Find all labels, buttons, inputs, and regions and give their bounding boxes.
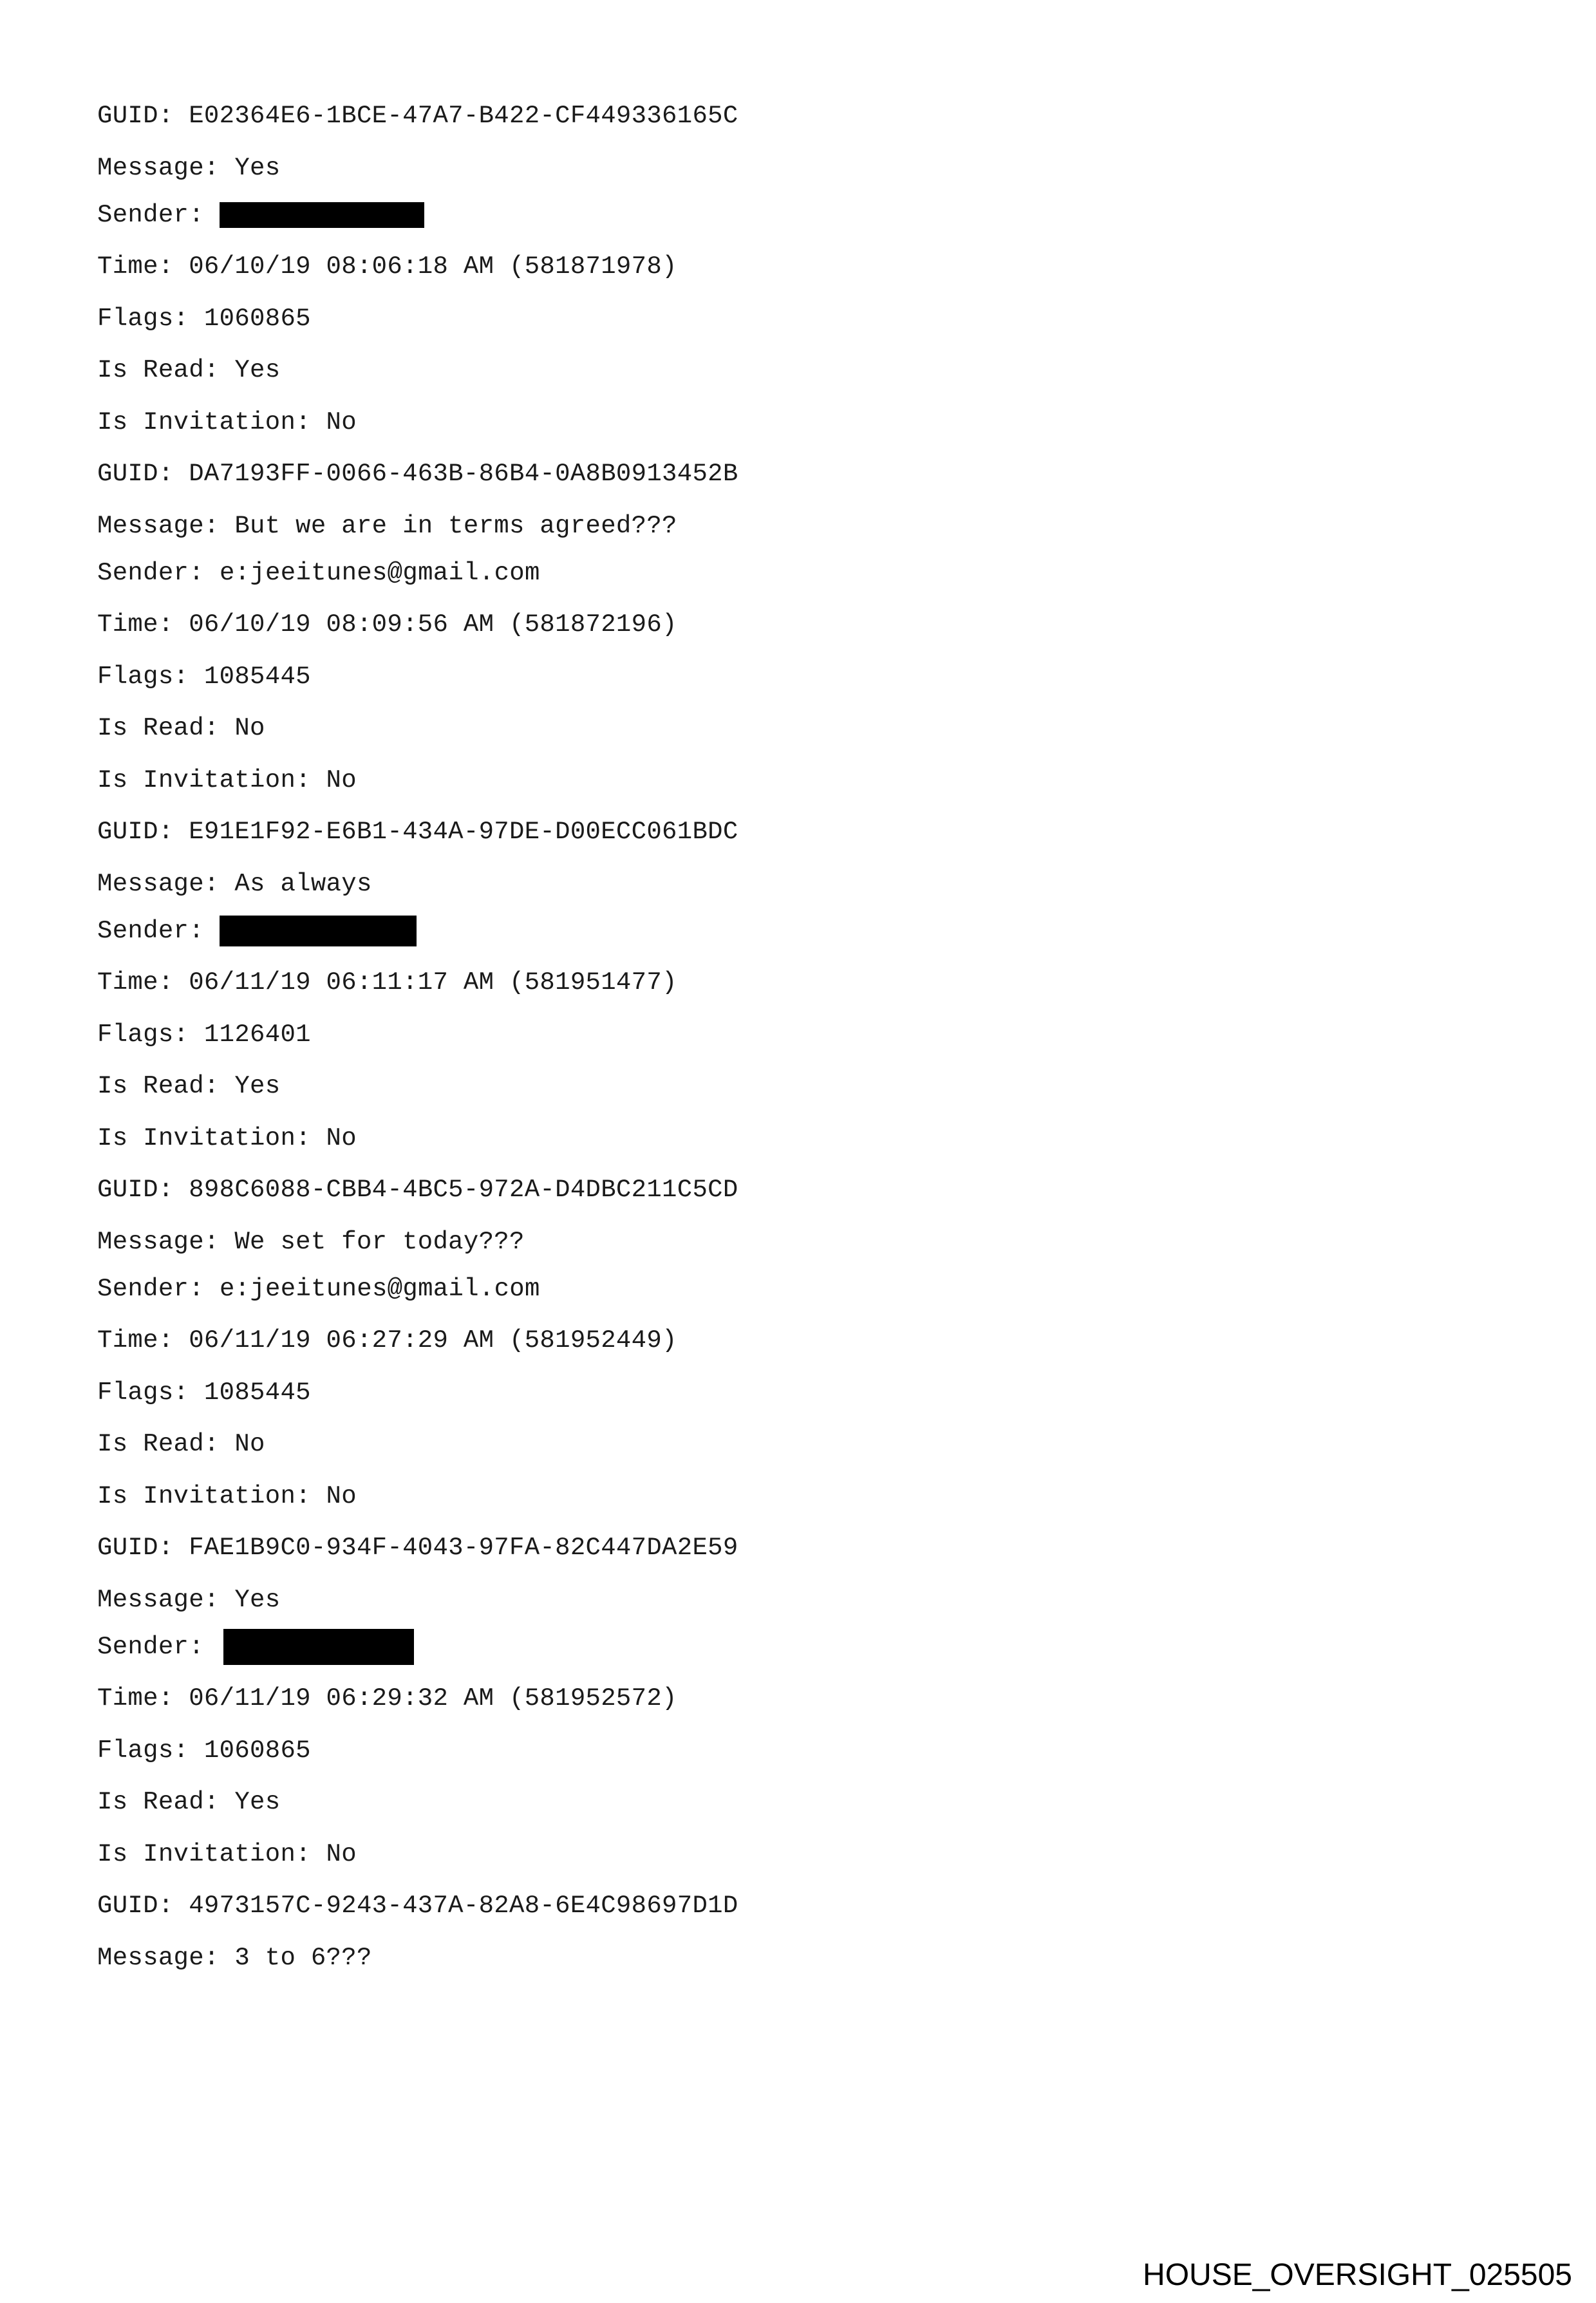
bates-number: HOUSE_OVERSIGHT_025505 (1143, 2258, 1572, 2292)
is-invitation-line: Is Invitation: No (97, 408, 357, 437)
is-read-line: Is Read: No (97, 714, 265, 742)
sender-line (97, 1634, 1320, 1660)
sender-line (97, 202, 1320, 228)
time-line: Time: 06/10/19 08:06:18 AM (581871978) (97, 252, 677, 281)
message-record (97, 560, 1320, 897)
sender-redaction (220, 202, 424, 228)
sender-label: Sender: (97, 558, 204, 587)
sender-redaction (220, 916, 417, 946)
message-line: Message: But we are in terms agreed??? (97, 511, 677, 540)
is-read-line: Is Read: No (97, 1430, 265, 1458)
flags-line: Flags: 1126401 (97, 1020, 311, 1049)
sender-redaction (223, 1629, 414, 1665)
is-read-line: Is Read: Yes (97, 356, 281, 384)
guid-line: GUID: E91E1F92-E6B1-434A-97DE-D00ECC061BDC (97, 818, 738, 846)
sender-label: Sender: (97, 1632, 204, 1661)
sender-line (97, 560, 1320, 586)
message-line: Message: Yes (97, 1585, 281, 1614)
time-line: Time: 06/10/19 08:09:56 AM (581872196) (97, 610, 677, 639)
message-record (97, 1634, 1320, 1971)
message-record (97, 202, 1320, 539)
is-read-line: Is Read: Yes (97, 1072, 281, 1100)
guid-line: GUID: 4973157C-9243-437A-82A8-6E4C98697D1D (97, 1892, 738, 1920)
flags-line: Flags: 1060865 (97, 1736, 311, 1765)
message-line: Message: Yes (97, 153, 281, 182)
sender-line (97, 1276, 1320, 1302)
sender-value: e:jeeitunes@gmail.com (219, 558, 540, 587)
is-invitation-line: Is Invitation: No (97, 1123, 357, 1152)
sender-label: Sender: (97, 200, 204, 229)
message-log (97, 103, 1320, 1992)
message-line: Message: As always (97, 869, 372, 898)
flags-line: Flags: 1085445 (97, 1378, 311, 1407)
sender-value: e:jeeitunes@gmail.com (219, 1274, 540, 1303)
message-record (97, 1276, 1320, 1613)
time-line: Time: 06/11/19 06:27:29 AM (581952449) (97, 1326, 677, 1355)
guid-line: GUID: DA7193FF-0066-463B-86B4-0A8B0913452B (97, 460, 738, 488)
message-record (97, 918, 1320, 1255)
is-read-line: Is Read: Yes (97, 1788, 281, 1816)
is-invitation-line: Is Invitation: No (97, 1481, 357, 1510)
time-line: Time: 06/11/19 06:29:32 AM (581952572) (97, 1684, 677, 1713)
sender-label: Sender: (97, 916, 204, 945)
sender-line (97, 918, 1320, 944)
guid-line: GUID: 898C6088-CBB4-4BC5-972A-D4DBC211C5CD (97, 1176, 738, 1204)
flags-line: Flags: 1060865 (97, 304, 311, 333)
guid-line: GUID: E02364E6-1BCE-47A7-B422-CF449336165C (97, 102, 738, 130)
flags-line: Flags: 1085445 (97, 662, 311, 691)
message-line: Message: We set for today??? (97, 1227, 525, 1256)
record-continuation (97, 103, 1320, 181)
guid-line: GUID: FAE1B9C0-934F-4043-97FA-82C447DA2E59 (97, 1534, 738, 1562)
is-invitation-line: Is Invitation: No (97, 1839, 357, 1868)
is-invitation-line: Is Invitation: No (97, 766, 357, 794)
sender-label: Sender: (97, 1274, 204, 1303)
message-line: Message: 3 to 6??? (97, 1943, 372, 1972)
time-line: Time: 06/11/19 06:11:17 AM (581951477) (97, 968, 677, 997)
